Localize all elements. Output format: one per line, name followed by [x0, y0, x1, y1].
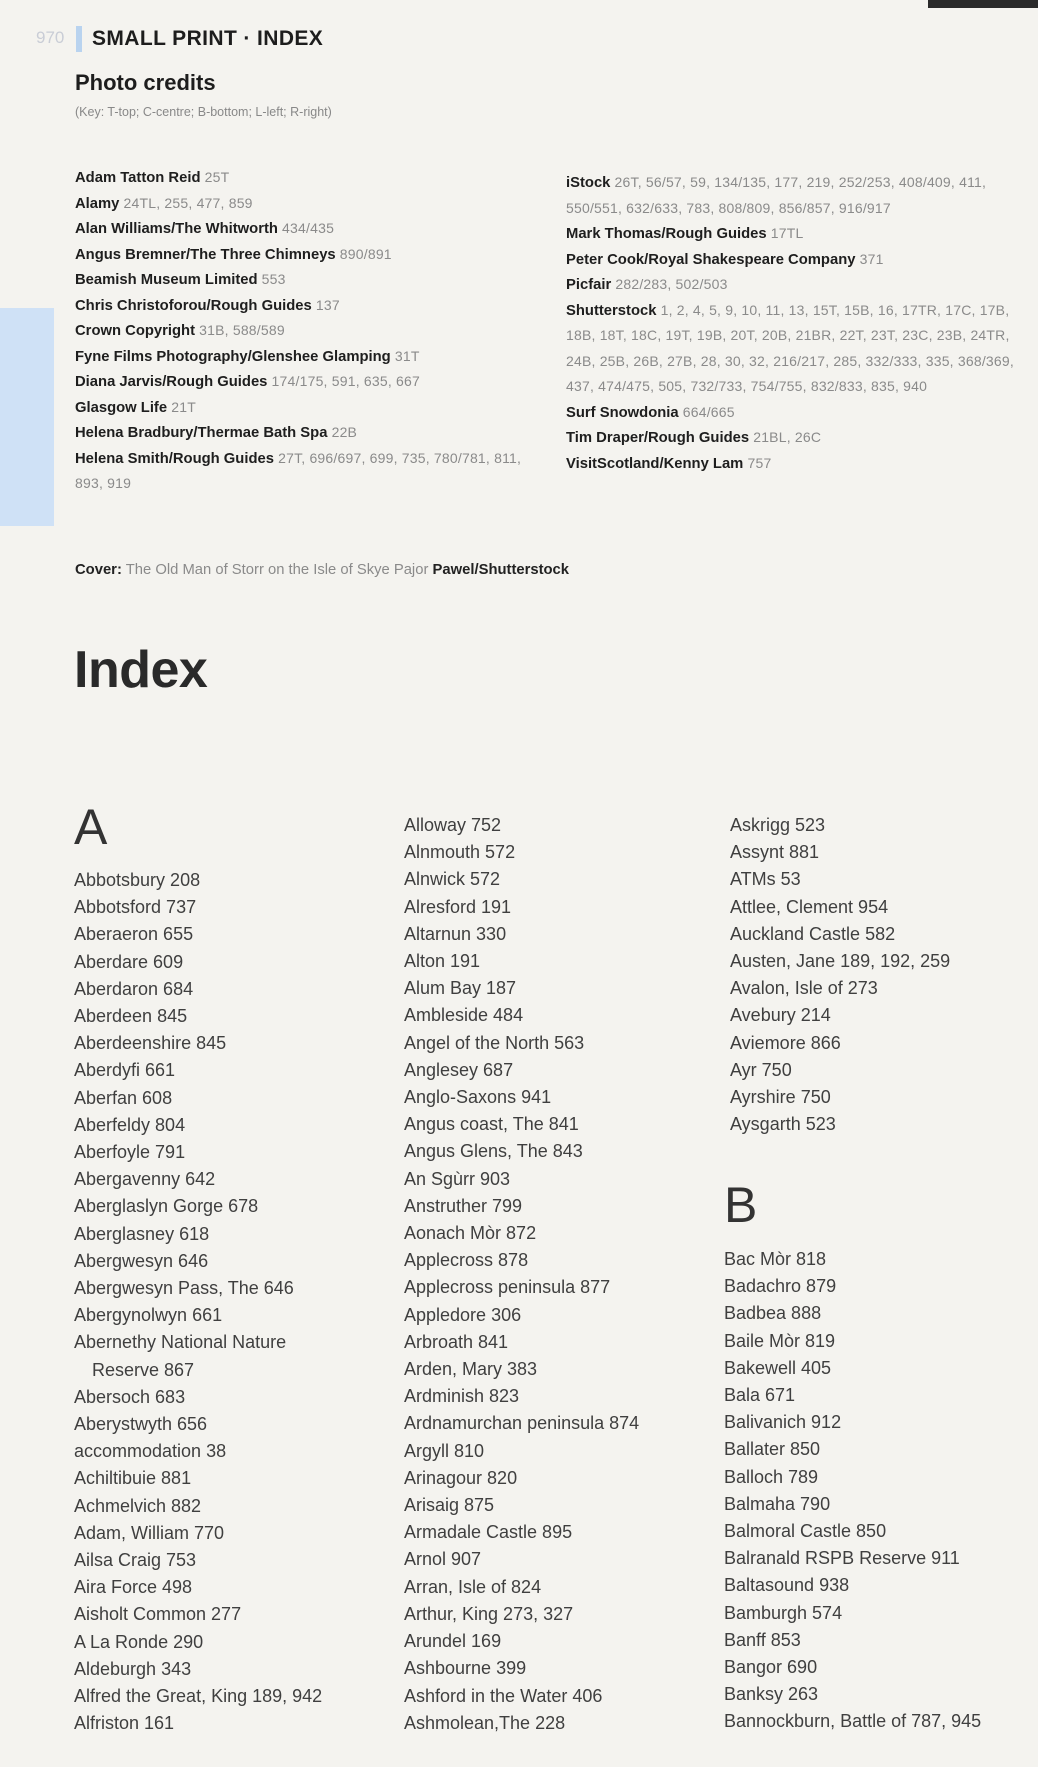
credit-entry: [566, 425, 1021, 451]
index-entry: Reserve 867: [92, 1359, 195, 1380]
index-entry: Avalon, Isle of 273: [730, 978, 878, 999]
photo-credits-heading: Photo credits: [75, 70, 216, 95]
index-entry: Ballater 850: [724, 1439, 821, 1460]
index-entry: Baile Mòr 819: [724, 1330, 836, 1351]
index-entry: Ashmolean,The 228: [404, 1712, 566, 1733]
index-entry: Bamburgh 574: [724, 1602, 843, 1623]
credit-name: Diana Jarvis/Rough Guides: [75, 374, 268, 390]
index-entry: Alfred the Great, King 189, 942: [74, 1686, 323, 1707]
index-column-3-a: [730, 812, 950, 1138]
index-entry: Argyll 810: [404, 1440, 485, 1461]
credit-pages: 24TL, 255, 477, 859: [123, 194, 253, 211]
index-entry: Alum Bay 187: [404, 978, 517, 999]
credit-name: Alan Williams/The Whitworth: [75, 221, 278, 237]
credit-pages: 553: [261, 271, 286, 287]
credit-pages: 27T, 696/697, 699, 735, 780/781, 811, 893, 919: [75, 449, 522, 491]
index-entry: Bac Mòr 818: [724, 1249, 827, 1269]
index-entry: Abergynolwyn 661: [74, 1305, 223, 1326]
credit-name: Fyne Films Photography/Glenshee Glamping: [75, 348, 391, 365]
index-entry: Abernethy National Nature: [74, 1332, 287, 1353]
index-entry: Badbea 888: [724, 1303, 822, 1324]
index-entry: Arthur, King 273, 327: [404, 1603, 574, 1624]
index-entry: Anstruther 799: [404, 1195, 523, 1216]
index-entry: Aldeburgh 343: [74, 1658, 192, 1679]
credit-entry: [75, 369, 550, 395]
credit-pages: 1, 2, 4, 5, 9, 10, 11, 13, 15T, 15B, 16, 17TR, 17C, 17B, 18B, 18T, 18C, 19T, 19B, 20T, 20B, 21BR, 22T, 23T, 23C, 23B, 24TR, 24B, 25B, 26B, 27B, 28, 30, 32, 216/217, 285, 332/333, 335, 368/369, 437, 474/475, 505, 732/733, 754/755, 832/833, 835, 940: [566, 301, 1014, 394]
credit-pages: 31T: [394, 347, 420, 364]
index-entry: Balranald RSPB Reserve 911: [724, 1548, 960, 1569]
index-entry: Ayrshire 750: [730, 1087, 831, 1108]
credit-name: Peter Cook/Royal Shakespeare Company: [566, 251, 856, 268]
credit-pages: 17TL: [770, 225, 804, 241]
index-entry: Aberglasney 618: [74, 1223, 210, 1244]
index-entry: Abersoch 683: [74, 1386, 186, 1407]
index-entry: Angus coast, The 841: [404, 1114, 579, 1135]
index-entry: Aberaeron 655: [74, 924, 194, 945]
credit-name: Helena Bradbury/Thermae Bath Spa: [75, 425, 328, 441]
index-entry: ATMs 53: [730, 869, 801, 890]
index-entry: Alnwick 572: [404, 869, 501, 890]
credit-entry: [75, 191, 550, 217]
index-entry: Aberdare 609: [74, 951, 184, 972]
index-entry: Arbroath 841: [404, 1331, 509, 1352]
credit-pages: 22B: [331, 424, 358, 440]
index-entry: Arnol 907: [404, 1549, 482, 1570]
index-entry: Applecross 878: [404, 1250, 529, 1271]
index-entry: Ayr 750: [730, 1059, 792, 1080]
index-column-2: [404, 812, 639, 1737]
credit-pages: 31B, 588/589: [199, 322, 285, 338]
credit-entry: [75, 216, 550, 242]
credit-name: Angus Bremner/The Three Chimneys: [75, 246, 336, 263]
credit-pages: 757: [747, 454, 772, 471]
photo-credits-right-column: [566, 170, 1021, 476]
index-entry: Aberglaslyn Gorge 678: [74, 1196, 259, 1217]
index-entry: Balmaha 790: [724, 1493, 831, 1514]
index-entry: Aberystwyth 656: [74, 1414, 208, 1435]
credit-name: iStock: [566, 175, 611, 191]
index-entry: Angel of the North 563: [404, 1032, 585, 1053]
photo-credits-left-column: [75, 165, 550, 497]
index-entry: Bakewell 405: [724, 1357, 832, 1378]
credit-name: Chris Christoforou/Rough Guides: [75, 297, 312, 314]
credit-pages: 21T: [171, 398, 196, 415]
credit-name: Mark Thomas/Rough Guides: [566, 226, 767, 242]
index-entry: A La Ronde 290: [74, 1631, 204, 1652]
credit-pages: 174/175, 591, 635, 667: [271, 373, 420, 389]
credit-pages: 21BL, 26C: [753, 429, 822, 445]
index-entry: Austen, Jane 189, 192, 259: [730, 951, 951, 972]
index-entry: Aira Force 498: [74, 1577, 193, 1598]
index-entry: Avebury 214: [730, 1005, 831, 1026]
credit-pages: 25T: [204, 169, 230, 185]
index-entry: Abbotsbury 208: [74, 870, 201, 890]
index-entry: Aviemore 866: [730, 1032, 841, 1053]
credit-entry: [566, 272, 1021, 298]
page-edge-shadow: [928, 0, 1038, 8]
section-title: SMALL PRINT · INDEX: [92, 27, 324, 50]
index-entry: Adam, William 770: [74, 1522, 225, 1543]
index-entry: Appledore 306: [404, 1304, 522, 1325]
index-entry: Aberfeldy 804: [74, 1114, 186, 1135]
credit-entry: [566, 451, 1021, 477]
index-entry: Arden, Mary 383: [404, 1359, 538, 1380]
index-entry: Banksy 263: [724, 1684, 819, 1705]
index-entry: Aysgarth 523: [730, 1114, 836, 1135]
credit-entry: [75, 242, 550, 268]
index-column-1: [74, 867, 322, 1738]
index-entry: Altarnun 330: [404, 923, 507, 944]
index-entry: Anglo-Saxons 941: [404, 1087, 552, 1108]
index-entry: Ashbourne 399: [404, 1658, 527, 1679]
index-entry: Balmoral Castle 850: [724, 1521, 887, 1542]
index-entry: Balivanich 912: [724, 1412, 842, 1433]
index-entry: Abergwesyn 646: [74, 1250, 209, 1271]
page-number: 970: [36, 28, 65, 47]
index-entry: Aonach Mòr 872: [404, 1223, 537, 1244]
cover-label: Cover:: [75, 562, 122, 578]
index-entry: Alresford 191: [404, 896, 512, 917]
photo-credits-key: (Key: T-top; C-centre; B-bottom; L-left; R-right): [75, 105, 332, 119]
credit-entry: [566, 170, 1021, 221]
credit-name: Alamy: [75, 195, 120, 212]
index-entry: Bala 671: [724, 1385, 796, 1406]
index-entry: Alloway 752: [404, 815, 502, 835]
index-entry: Aisholt Common 277: [74, 1604, 242, 1625]
index-entry: Alfriston 161: [74, 1713, 175, 1734]
index-entry: Baltasound 938: [724, 1575, 850, 1596]
index-entry: An Sgùrr 903: [404, 1168, 511, 1189]
credit-pages: 890/891: [339, 245, 392, 262]
credit-entry: [75, 267, 550, 293]
index-entry: Ardminish 823: [404, 1386, 520, 1407]
credit-pages: 434/435: [282, 220, 335, 236]
index-entry: Achmelvich 882: [74, 1495, 202, 1516]
index-entry: Bannockburn, Battle of 787, 945: [724, 1711, 982, 1732]
index-entry: Askrigg 523: [730, 815, 826, 835]
credit-name: Tim Draper/Rough Guides: [566, 430, 750, 446]
index-entry: Abergavenny 642: [74, 1169, 216, 1190]
cover-credit: [75, 562, 569, 578]
credit-entry: [566, 400, 1021, 426]
index-entry: accommodation 38: [74, 1441, 227, 1462]
credit-pages: 371: [859, 250, 884, 267]
index-entry: Ailsa Craig 753: [74, 1550, 197, 1571]
index-entry: Ambleside 484: [404, 1005, 524, 1026]
index-column-3-b: [724, 1246, 981, 1736]
credit-name: Glasgow Life: [75, 399, 168, 416]
cover-description: The Old Man of Storr on the Isle of Skye Pajor: [125, 562, 429, 578]
index-entry: Balloch 789: [724, 1466, 819, 1487]
index-entry: Aberfan 608: [74, 1087, 173, 1108]
credit-name: Surf Snowdonia: [566, 404, 679, 421]
index-entry: Arisaig 875: [404, 1495, 495, 1516]
credit-pages: 664/665: [682, 403, 735, 420]
index-entry: Aberfoyle 791: [74, 1142, 186, 1163]
credit-entry: [75, 446, 550, 497]
index-entry: Applecross peninsula 877: [404, 1277, 611, 1298]
index-entry: Bangor 690: [724, 1657, 818, 1678]
cover-photographer: Pawel/Shutterstock: [432, 562, 570, 578]
section-marker: [76, 26, 82, 52]
index-entry: Assynt 881: [730, 842, 820, 863]
credit-name: Helena Smith/Rough Guides: [75, 450, 274, 467]
index-entry: Banff 853: [724, 1629, 801, 1650]
index-entry: Ardnamurchan peninsula 874: [404, 1413, 640, 1434]
credit-entry: [75, 344, 550, 370]
credit-pages: 282/283, 502/503: [615, 276, 728, 292]
credit-entry: [75, 165, 550, 191]
credit-entry: [75, 420, 550, 446]
credit-name: VisitScotland/Kenny Lam: [566, 455, 744, 472]
credit-entry: [566, 298, 1021, 400]
credit-entry: [75, 293, 550, 319]
index-entry: Aberdyfi 661: [74, 1060, 176, 1081]
credit-name: Beamish Museum Limited: [75, 272, 258, 288]
index-entry: Alton 191: [404, 951, 481, 972]
index-entry: Aberdaron 684: [74, 978, 194, 999]
credit-entry: [566, 247, 1021, 273]
credit-entry: [75, 318, 550, 344]
index-entry: Auckland Castle 582: [730, 923, 896, 944]
credit-pages: 26T, 56/57, 59, 134/135, 177, 219, 252/253, 408/409, 411, 550/551, 632/633, 783, 808/809, 856/857, 916/917: [566, 174, 987, 216]
index-entry: Alnmouth 572: [404, 842, 516, 863]
index-letter-b: B: [724, 1177, 758, 1233]
index-entry: Abergwesyn Pass, The 646: [74, 1278, 294, 1299]
index-entry: Arundel 169: [404, 1631, 502, 1652]
index-entry: Abbotsford 737: [74, 897, 197, 918]
index-entry: Angus Glens, The 843: [404, 1141, 583, 1162]
index-entry: Achiltibuie 881: [74, 1468, 192, 1489]
credit-entry: [566, 221, 1021, 247]
index-entry: Arran, Isle of 824: [404, 1576, 542, 1597]
index-letter-a: A: [74, 799, 108, 855]
credit-pages: 137: [315, 296, 340, 313]
index-entry: Attlee, Clement 954: [730, 896, 889, 917]
index-entry: Aberdeen 845: [74, 1006, 188, 1027]
credit-entry: [75, 395, 550, 421]
index-entry: Arinagour 820: [404, 1467, 518, 1488]
credit-name: Picfair: [566, 277, 612, 293]
index-entry: Aberdeenshire 845: [74, 1033, 227, 1054]
index-entry: Armadale Castle 895: [404, 1522, 573, 1543]
credit-name: Shutterstock: [566, 302, 657, 319]
index-entry: Anglesey 687: [404, 1059, 514, 1080]
side-thumb-tab: [0, 308, 54, 526]
credit-name: Crown Copyright: [75, 323, 196, 339]
index-heading: Index: [74, 641, 208, 699]
index-entry: Badachro 879: [724, 1276, 837, 1297]
credit-name: Adam Tatton Reid: [75, 170, 201, 186]
index-entry: Ashford in the Water 406: [404, 1685, 603, 1706]
